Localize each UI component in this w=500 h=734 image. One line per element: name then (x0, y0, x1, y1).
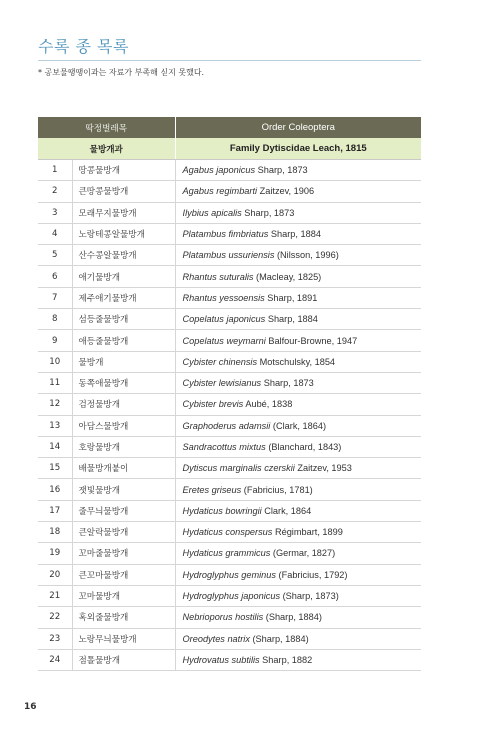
korean-name: 점톨물방개 (72, 649, 175, 670)
scientific-name (175, 607, 421, 628)
author-citation: Sharp, 1873 (255, 165, 308, 176)
scientific-name (175, 458, 421, 479)
binomial-name: Platambus ussuriensis (182, 250, 275, 261)
korean-name: 꼬마물방개 (72, 585, 175, 606)
scientific-name (175, 330, 421, 351)
author-citation: (Germar, 1827) (270, 548, 336, 559)
row-number: 2 (38, 181, 72, 202)
table-row (38, 628, 421, 649)
author-citation: Sharp, 1873 (241, 207, 295, 218)
author-citation: Motschulsky, 1854 (257, 356, 336, 367)
korean-name: 물방개 (72, 351, 175, 372)
row-number: 18 (38, 522, 72, 543)
row-number: 12 (38, 394, 72, 415)
binomial-name: Copelatus japonicus (182, 314, 266, 325)
author-citation: Sharp, 1884 (265, 314, 318, 325)
binomial-name: Dytiscus marginalis czerskii (182, 463, 295, 474)
korean-name: 혹외줄물방개 (72, 607, 175, 628)
row-number: 5 (38, 245, 72, 266)
binomial-name: Cybister brevis (182, 399, 244, 410)
row-number: 20 (38, 564, 72, 585)
scientific-name (175, 351, 421, 372)
author-citation: Clark, 1864 (261, 505, 312, 516)
table-row (38, 649, 421, 670)
row-number: 9 (38, 330, 72, 351)
table-row (38, 415, 421, 436)
row-number: 16 (38, 479, 72, 500)
author-citation: Zaitzev, 1906 (257, 186, 315, 197)
row-number: 10 (38, 351, 72, 372)
row-number: 22 (38, 607, 72, 628)
row-number: 8 (38, 309, 72, 330)
scientific-name (175, 223, 421, 244)
binomial-name: Ilybius apicalis (182, 207, 242, 218)
scientific-name (175, 628, 421, 649)
species-table (38, 117, 421, 671)
korean-name: 줄무늬물방개 (72, 500, 175, 521)
row-number: 14 (38, 436, 72, 457)
scientific-name (175, 479, 421, 500)
row-number: 13 (38, 415, 72, 436)
scientific-name (175, 436, 421, 457)
title-divider (38, 60, 421, 61)
binomial-name: Agabus japonicus (182, 165, 256, 176)
binomial-name: Hydrovatus subtilis (182, 654, 260, 665)
table-row (38, 522, 421, 543)
table-row (38, 479, 421, 500)
row-number: 24 (38, 649, 72, 670)
korean-name: 큰꼬마물방개 (72, 564, 175, 585)
row-number: 4 (38, 223, 72, 244)
author-citation: (Sharp, 1873) (280, 591, 339, 602)
author-citation: Balfour-Browne, 1947 (265, 335, 358, 346)
author-citation: (Fabricius, 1781) (241, 484, 313, 495)
binomial-name: Oreodytes natrix (182, 633, 250, 644)
scientific-name (175, 564, 421, 585)
author-citation: Régimbart, 1899 (272, 527, 343, 538)
scientific-name (175, 585, 421, 606)
author-citation: Sharp, 1891 (264, 292, 318, 303)
page-title: 수록 종 목록 (38, 37, 129, 56)
table-row (38, 287, 421, 308)
scientific-name (175, 160, 421, 181)
author-citation: Sharp, 1873 (261, 378, 314, 389)
binomial-name: Cybister lewisianus (182, 378, 262, 389)
row-number: 15 (38, 458, 72, 479)
scientific-name (175, 287, 421, 308)
binomial-name: Hydroglyphus japonicus (182, 591, 281, 602)
korean-name: 노랑무늬물방개 (72, 628, 175, 649)
binomial-name: Hydaticus bowringii (182, 505, 262, 516)
scientific-name (175, 649, 421, 670)
korean-name: 큰알락물방개 (72, 522, 175, 543)
page-number: 16 (24, 702, 37, 712)
page-note: * 공보물땡땡이과는 자료가 부족해 싣지 못했다. (38, 68, 205, 77)
scientific-name (175, 181, 421, 202)
scientific-name (175, 394, 421, 415)
korean-name: 산수콩알물방개 (72, 245, 175, 266)
author-citation: (Sharp, 1884) (249, 633, 309, 644)
row-number: 17 (38, 500, 72, 521)
order-scientific-header: Order Coleoptera (175, 117, 421, 138)
author-citation: Sharp, 1882 (259, 654, 313, 665)
scientific-name (175, 415, 421, 436)
table-row (38, 564, 421, 585)
table-row (38, 394, 421, 415)
scientific-name (175, 309, 421, 330)
order-header-row (38, 117, 421, 138)
scientific-name (175, 500, 421, 521)
author-citation: Aubé, 1838 (243, 399, 293, 410)
row-number: 21 (38, 585, 72, 606)
table-row (38, 351, 421, 372)
table-row (38, 543, 421, 564)
binomial-name: Agabus regimbarti (182, 186, 258, 197)
binomial-name: Cybister chinensis (182, 356, 258, 367)
table-row (38, 500, 421, 521)
family-scientific-name: Family Dytiscidae Leach, 1815 (175, 138, 421, 160)
row-number: 23 (38, 628, 72, 649)
table-row (38, 266, 421, 287)
scientific-name (175, 245, 421, 266)
korean-name: 애기물방개 (72, 266, 175, 287)
author-citation: Sharp, 1884 (268, 229, 321, 240)
row-number: 11 (38, 372, 72, 393)
author-citation: (Macleay, 1825) (253, 271, 322, 282)
binomial-name: Graphoderus adamsii (182, 420, 271, 431)
row-number: 3 (38, 202, 72, 223)
row-number: 1 (38, 160, 72, 181)
species-rows (38, 160, 421, 671)
row-number: 6 (38, 266, 72, 287)
table-row (38, 436, 421, 457)
table-row (38, 245, 421, 266)
table-row (38, 202, 421, 223)
korean-name: 꼬마줄물방개 (72, 543, 175, 564)
table-row (38, 458, 421, 479)
binomial-name: Nebrioporus hostilis (182, 612, 264, 623)
korean-name: 호랑물방개 (72, 436, 175, 457)
binomial-name: Platambus fimbriatus (182, 229, 269, 240)
binomial-name: Hydroglyphus geminus (182, 569, 276, 580)
korean-name: 섬등줄물방개 (72, 309, 175, 330)
scientific-name (175, 202, 421, 223)
family-korean-name: 물방개과 (38, 138, 175, 160)
family-header-row (38, 138, 421, 160)
scientific-name (175, 266, 421, 287)
table-row (38, 160, 421, 181)
table-row (38, 585, 421, 606)
korean-name: 동쪽애물방개 (72, 372, 175, 393)
korean-name: 노랑테콩알물방개 (72, 223, 175, 244)
row-number: 7 (38, 287, 72, 308)
table-row (38, 223, 421, 244)
korean-name: 배물방개붙이 (72, 458, 175, 479)
korean-name: 제주애기물방개 (72, 287, 175, 308)
korean-name: 애등줄물방개 (72, 330, 175, 351)
korean-name: 모래무지물방개 (72, 202, 175, 223)
author-citation: (Fabricius, 1792) (275, 569, 348, 580)
row-number: 19 (38, 543, 72, 564)
author-citation: (Sharp, 1884) (263, 612, 322, 623)
binomial-name: Copelatus weymarni (182, 335, 266, 346)
table-row (38, 372, 421, 393)
table-row (38, 181, 421, 202)
korean-name: 검정물방개 (72, 394, 175, 415)
binomial-name: Rhantus yessoensis (182, 292, 265, 303)
korean-name: 큰땅콩물방개 (72, 181, 175, 202)
scientific-name (175, 522, 421, 543)
binomial-name: Eretes griseus (182, 484, 242, 495)
scientific-name (175, 372, 421, 393)
author-citation: (Blanchard, 1843) (265, 442, 342, 452)
order-korean-header: 딱정벌레목 (38, 117, 175, 138)
korean-name: 땅콩물방개 (72, 160, 175, 181)
korean-name: 잿빛물방개 (72, 479, 175, 500)
author-citation: (Nilsson, 1996) (274, 250, 339, 261)
korean-name: 아담스물방개 (72, 415, 175, 436)
author-citation: (Clark, 1864) (270, 420, 327, 431)
binomial-name: Rhantus suturalis (182, 271, 254, 282)
table-row (38, 309, 421, 330)
binomial-name: Sandracottus mixtus (182, 442, 266, 452)
binomial-name: Hydaticus conspersus (182, 527, 273, 538)
scientific-name (175, 543, 421, 564)
author-citation: Zaitzev, 1953 (294, 463, 352, 474)
table-row (38, 607, 421, 628)
table-row (38, 330, 421, 351)
binomial-name: Hydaticus grammicus (182, 548, 271, 559)
